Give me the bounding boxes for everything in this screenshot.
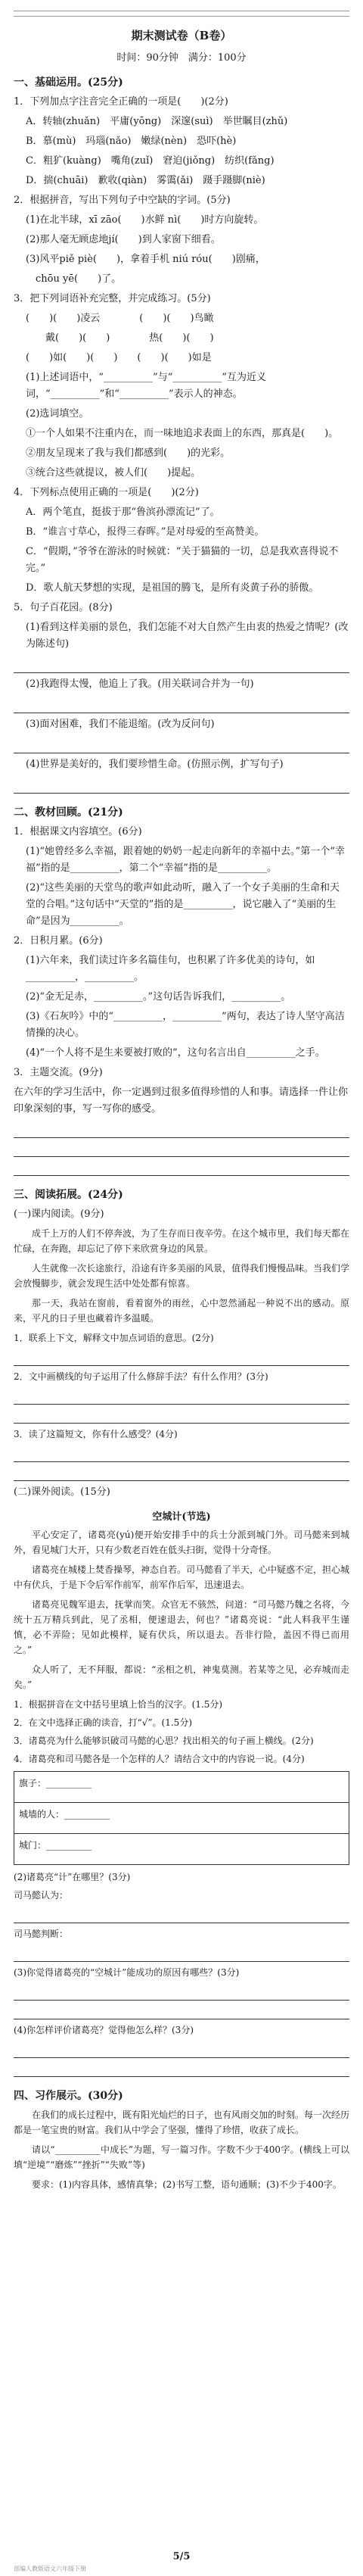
passage-paragraph: 成千上万的人们不停奔波，为了生存而日夜辛劳。在这个城市里，我们每天都在忙碌，在奔跑，却忘记了停下来欣赏身边的风景。 bbox=[14, 1228, 350, 1254]
question-line: 在六年的学习生活中，你一定遇到过很多值得珍惜的人和事。请选择一件让你印象深刻的事，写一写你的感受。 bbox=[14, 1087, 349, 1115]
question: 3．诸葛亮为什么能够识破司马懿的心思？找出相关的句子画上横线。(2分) bbox=[14, 1736, 314, 1746]
question-line: ②朋友呈现来了我与我们都感到( )的光彩。 bbox=[26, 448, 231, 459]
passage-paragraph: 那一天，我站在窗前，看着窗外的雨丝，心中忽然涌起一种说不出的感动。原来，平凡的日子里也藏着许多温暖。 bbox=[14, 1298, 349, 1324]
section-items bbox=[14, 94, 349, 794]
question: 3．读了这篇短文，你有什么感受？(4分) bbox=[14, 1429, 178, 1439]
answer-line[interactable] bbox=[14, 696, 349, 713]
question-line: D．揣(chuāi) 歉收(qiàn) 雾霭(ǎi) 蹑手蹑脚(niè) bbox=[26, 175, 265, 186]
question-line: (3)风平piě piè( )，拿着手机 niú róu( )剧痛， bbox=[26, 254, 265, 265]
answer-line[interactable] bbox=[14, 776, 349, 794]
question-line: (3)《石灰吟》中的“__________，__________”两句，表达了诗人坚守高洁情操的决心。 bbox=[26, 1011, 345, 1039]
answer-table bbox=[14, 1771, 349, 1865]
question-line: (2)选词填空。 bbox=[26, 408, 89, 419]
question-line: (1)看到这样美丽的景色，我们怎能不对大自然产生由衷的热爱之情呢？(改为陈述句) bbox=[26, 622, 349, 650]
question-line: (2)我跑得太慢，他追上了我。(用关联词合并为一句) bbox=[26, 678, 254, 690]
question-line: (3)面对困难，我们不能退缩。(改为反问句) bbox=[26, 719, 215, 730]
question-line: (1)“她曾经多么幸福，跟着她的奶奶一起走向新年的幸福中去。”第一个“幸福”指的是__________，第二个“幸福”指的是__________。 bbox=[26, 846, 345, 874]
question: (3)你觉得诸葛亮的“空城计”能成功的原因有哪些？(3分) bbox=[14, 1967, 240, 1978]
question-line: 戴( )( ) 热( )( ) bbox=[26, 332, 214, 344]
passage-title: 空城计(节选) bbox=[152, 1511, 211, 1523]
question-line: (2)“金无足赤，__________。”这句话告诉我们，__________。 bbox=[26, 991, 291, 1003]
prompt-paragraph: 请以“__________中成长”为题，写一篇习作。字数不少于400字。(横线上可以填“逆境”“磨炼”“挫折”“失败”等) bbox=[14, 2144, 349, 2170]
subsection-label: (二)课外阅读。(15分) bbox=[14, 1486, 110, 1498]
question-line: (4)“一个人将不是生来要被打败的”，这句名言出自__________之手。 bbox=[26, 1047, 325, 1059]
section-items bbox=[14, 824, 349, 1118]
answer-line[interactable] bbox=[14, 1445, 349, 1462]
section-title: 二、教材回顾。(21分) bbox=[14, 806, 123, 819]
answer-line[interactable] bbox=[14, 2002, 349, 2019]
answer-line[interactable] bbox=[14, 1906, 349, 1923]
question-line: (1)在北半球，xī zāo( )水鲜 nì( )时方向旋转。 bbox=[26, 214, 264, 226]
question-line: 4．下列标点使用正确的一项是( )(2分) bbox=[14, 487, 199, 498]
passage-paragraph: 平心安定了，诸葛亮(yú)便开始安排手中的兵士分派到城门外。司马懿来到城外，看见城门大开，只有少数老百姓在低头扫街，觉得十分奇怪。 bbox=[14, 1530, 349, 1555]
question-line: 3．把下列词语补充完整，并完成练习。(5分) bbox=[14, 293, 211, 304]
question-line: 3．主题交流。(9分) bbox=[14, 1067, 103, 1078]
question-line: B．“谁言寸草心，报得三春晖。”是对母爱的至高赞美。 bbox=[26, 526, 265, 538]
section-title: 一、基础运用。(25分) bbox=[14, 76, 123, 89]
prompt-paragraph: 在我们的成长过程中，既有阳光灿烂的日子，也有风雨交加的时刻。每一次经历都是一笔宝贵的财富。我们从中学会了坚强，懂得了珍惜，收获了成长。 bbox=[14, 2110, 350, 2135]
question-line: A．两个笔直，挺拔于那“鲁滨孙漂流记”了。 bbox=[26, 507, 220, 518]
section-1 bbox=[14, 74, 349, 794]
section-3 bbox=[14, 1187, 349, 2077]
answer-line[interactable] bbox=[14, 1159, 349, 1176]
answer-label: 司马懿判断： bbox=[14, 1929, 69, 1939]
answer-line[interactable] bbox=[14, 1121, 349, 1138]
question-line: chōu yē( )了。 bbox=[26, 273, 122, 285]
top-rule-2 bbox=[14, 16, 349, 17]
passage-2 bbox=[14, 1508, 349, 2077]
section-title: 四、习作展示。(30分) bbox=[14, 2090, 123, 2102]
answer-line[interactable] bbox=[14, 656, 349, 673]
question-line: (4)世界是美好的，我们要珍惜生命。(仿照示例，扩写句子) bbox=[26, 759, 284, 770]
question: 1．根据拼音在文中括号里填上恰当的汉字。(1.5分) bbox=[14, 1699, 223, 1710]
subsection-label: (一)课内阅读。(9分) bbox=[14, 1208, 104, 1220]
answer-line[interactable] bbox=[14, 2060, 349, 2077]
question-line: B．慕(mù) 玛瑙(nǎo) 嫩绿(nèn) 恐吓(hè) bbox=[26, 136, 237, 147]
question-line: ①一个人如果不注重内在，而一味地追求表面上的东西，那真是( )。 bbox=[26, 428, 339, 439]
question-line: 1．下列加点字注音完全正确的一项是( )(2分) bbox=[14, 96, 228, 108]
section-2 bbox=[14, 804, 349, 1176]
question: (2)诸葛亮“计”在哪里？(3分) bbox=[14, 1872, 131, 1882]
page-number: 5/5 bbox=[172, 2551, 191, 2562]
answer-line[interactable] bbox=[14, 1406, 349, 1424]
section-4 bbox=[14, 2088, 349, 2192]
question-line: C．粗犷(kuàng) 嘴角(zuǐ) 窘迫(jiǒng) 纺织(fǎng) bbox=[26, 155, 275, 167]
question: 2．在文中选择正确的读音，打“√”。(1.5分) bbox=[14, 1717, 192, 1728]
question-line: D．歌人航天梦想的实现，是祖国的腾飞，是所有炎黄子孙的骄傲。 bbox=[26, 582, 319, 594]
question: 2．文中画横线的句子运用了什么修辞手法？有什么作用？(3分) bbox=[14, 1371, 268, 1382]
question: 4．诸葛亮和司马懿各是一个怎样的人？请结合文中的内容说一说。(4分) bbox=[14, 1754, 305, 1764]
answer-label: 司马懿认为： bbox=[14, 1890, 69, 1901]
answer-line[interactable] bbox=[14, 1349, 349, 1366]
question-line: (1)六年来，我们读过许多名篇佳句，也积累了许多优美的诗句，如__________，__________。 bbox=[26, 955, 315, 983]
answer-line[interactable] bbox=[14, 2041, 349, 2058]
exam-title: 期末测试卷（B卷） bbox=[131, 29, 232, 42]
answer-line[interactable] bbox=[14, 1464, 349, 1481]
passage-1 bbox=[14, 1226, 349, 1481]
question-line: (1)上述词语中，“__________”与“__________”互为近义词，“__________”和“__________”表示人的神态。 bbox=[26, 372, 266, 400]
question-line: (2)那人毫无顾虑地jí( )到人家窗下细看。 bbox=[26, 234, 221, 245]
section-title: 三、阅读拓展。(24分) bbox=[14, 1189, 123, 1201]
passage-paragraph: 诸葛亮见魏军退去，抚掌而笑。众官无不骇然，问道：“司马懿乃魏之名将，今统十五万精兵到此，见了丞相，便速退去，何也？”诸葛亮说：“此人料我平生谨慎，必不弄险；见如此模样，疑有伏兵，所以退去。吾非行险，盖因不得已而用之。” bbox=[14, 1599, 349, 1655]
table-row[interactable]: 城墙的人：__________ bbox=[14, 1803, 349, 1834]
answer-line[interactable] bbox=[14, 736, 349, 753]
table-row[interactable]: 旗子：__________ bbox=[14, 1772, 349, 1803]
question-line: ( )( )凌云 ( )( )鸟瞰 bbox=[26, 313, 214, 324]
question-line: 2．日积月累。(6分) bbox=[14, 935, 103, 947]
footer-note: 部编人教版语文六年级下册 bbox=[14, 2565, 86, 2572]
question-line: (2)“这些美丽的天堂鸟的歌声如此动听，融入了一个女子美丽的生命和天堂的合唱。”这句话中“天堂的”指的是__________，说它融入了“美丽的生命”是因为__________。 bbox=[26, 882, 340, 927]
question-line: A．转轴(zhuǎn) 平庸(yōng) 深邃(suì) 举世瞩目(zhǔ) bbox=[26, 116, 288, 127]
question-line: ③统合这些就提议，被人们( )提起。 bbox=[26, 467, 201, 479]
exam-subtitle: 时间：90分钟 满分：100分 bbox=[116, 52, 247, 64]
question-line: C．“假期，”爷爷在游泳的时候就：“关于猫猫的一切，总是我欢喜得说不完。” bbox=[26, 546, 339, 574]
answer-line[interactable] bbox=[14, 1387, 349, 1405]
question: 1．联系上下文，解释文中加点词语的意思。(2分) bbox=[14, 1333, 214, 1343]
answer-line[interactable] bbox=[14, 1944, 349, 1962]
passage-paragraph: 诸葛亮在城楼上焚香操琴，神态自若。司马懿看了半天，心中疑惑不定，担心城中有伏兵，于是下令后军作前军，前军作后军，迅速退去。 bbox=[14, 1564, 350, 1590]
table-row[interactable]: 城门：__________ bbox=[14, 1834, 349, 1865]
passage-paragraph: 人生就像一次长途旅行，沿途有许多美丽的风景，值得我们慢慢品味。当我们学会放慢脚步，就会发现生活中处处都有惊喜。 bbox=[14, 1263, 350, 1289]
question-line: 5．句子百花园。(8分) bbox=[14, 602, 113, 613]
passage-paragraph: 众人听了，无不拜服，都说：“丞相之机，神鬼莫测。若某等之见，必弃城而走矣。” bbox=[14, 1664, 349, 1690]
answer-line[interactable] bbox=[14, 1983, 349, 2001]
question: (4)你怎样评价诸葛亮？觉得他怎么样？(3分) bbox=[14, 2025, 194, 2035]
question-line: 1．根据课文内容填空。(6分) bbox=[14, 826, 142, 837]
question-line: 2．根据拼音，写出下列句子中空缺的字词。(5分) bbox=[14, 195, 231, 206]
question-line: ( )如( )( ) ( )( )如是 bbox=[26, 352, 212, 363]
answer-line[interactable] bbox=[14, 1140, 349, 1157]
prompt-paragraph: 要求：(1)内容具体，感情真挚；(2)书写工整，语句通顺；(3)不少于400字。 bbox=[32, 2179, 342, 2190]
